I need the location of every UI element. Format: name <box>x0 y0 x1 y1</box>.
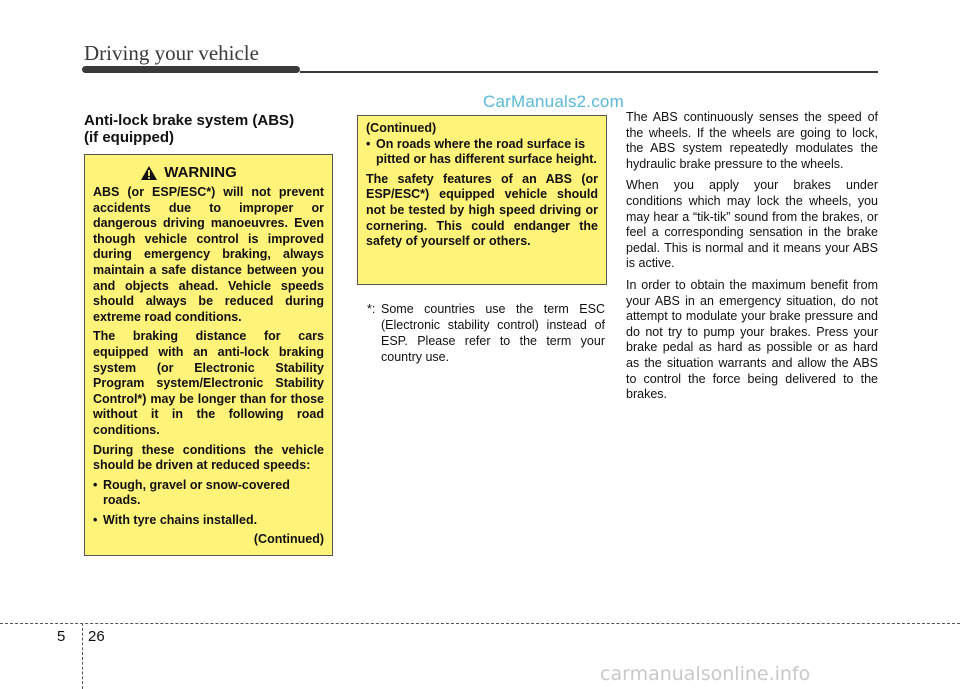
watermark-top: CarManuals2.com <box>483 92 624 111</box>
warning-title: WARNING <box>164 164 237 182</box>
footer-rule <box>0 623 960 624</box>
section-heading-line1: Anti-lock brake system (ABS) <box>84 112 295 129</box>
warning-continued: (Continued) <box>253 532 324 547</box>
continued-paragraph-1: The safety features of an ABS (or ESP/ESC*) equipped vehicle should not be tested by high speed driving or cornering. This could endanger the safety of yourself or others. <box>366 171 598 249</box>
header-rule <box>300 71 878 73</box>
abs-paragraph-1: The ABS continuously senses the speed of the wheels. If the wheels are going to lock, the ABS system repeatedly modulates the hydraulic brake pressure to the wheels. <box>626 110 878 171</box>
chapter-number: 5 <box>57 628 66 645</box>
footnote <box>367 301 605 365</box>
section-heading <box>84 112 334 146</box>
abs-paragraph-2: When you apply your brakes under conditions which may lock the wheels, you may hear a “tik-tik” sound from the brakes, or feel a corresponding sensation in the brake pedal. This is normal and it means your ABS is active. <box>626 178 878 271</box>
warning-triangle-icon <box>140 165 158 181</box>
continued-warning-box <box>357 115 607 285</box>
warning-paragraph-3: During these conditions the vehicle should be driven at reduced speeds: <box>93 442 324 473</box>
footer-divider <box>82 623 83 689</box>
page-number: 26 <box>88 628 105 645</box>
header-bar <box>82 66 300 73</box>
continued-label: (Continued) <box>366 121 437 135</box>
warning-bullet-1: • Rough, gravel or snow-covered roads. <box>93 477 290 508</box>
section-heading-line2: (if equipped) <box>84 129 174 146</box>
continued-bullet-1: • On roads where the road surface is pitted or has different surface height. <box>366 136 597 167</box>
page-header-title: Driving your vehicle <box>84 41 259 65</box>
watermark-bottom: carmanualsonline.info <box>600 663 811 685</box>
abs-paragraph-3: In order to obtain the maximum benefit from your ABS in an emergency situation, do not attempt to modulate your brake pressure and do not try to pump your brakes. Press your brake pedal as hard as possible or as hard as the situation warrants and allow the ABS to control the force being delivered to the brakes. <box>626 277 878 402</box>
warning-title-row <box>53 165 324 181</box>
warning-paragraph-2: The braking distance for cars equipped with an anti-lock braking system (or Electronic Stability Program system/Electronic Stability Control*) may be longer than for those without it in the following road conditions. <box>93 329 324 437</box>
warning-box <box>84 154 333 556</box>
warning-paragraph-1: ABS (or ESP/ESC*) will not prevent accidents due to improper or dangerous driving manoeuvres. Even though vehicle control is improved during emergency braking, always maintain a safe distance between you and objects ahead. Vehicle speeds should always be reduced during extreme road conditions. <box>93 185 324 324</box>
footnote-text: Some countries use the term ESC (Electronic stability control) instead of ESP. Please refer to the term your country use. <box>381 302 605 364</box>
abs-description <box>626 110 878 409</box>
warning-bullet-2: • With tyre chains installed. <box>93 512 258 527</box>
footnote-mark: *: <box>367 302 376 316</box>
